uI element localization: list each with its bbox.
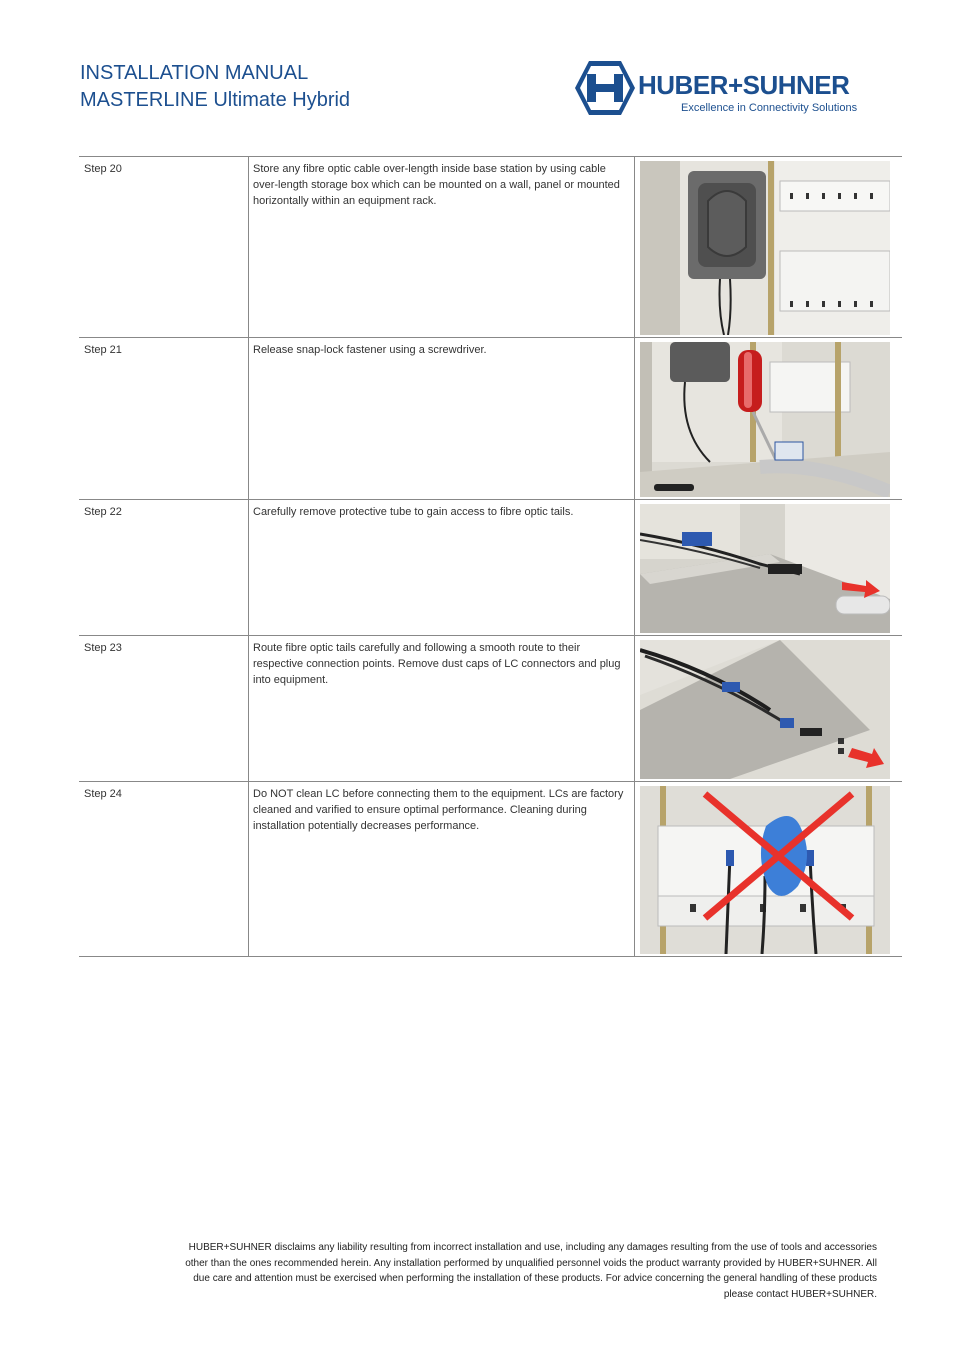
- step-description: Carefully remove protective tube to gain access to fibre optic tails.: [249, 500, 635, 636]
- title-line-1: INSTALLATION MANUAL: [80, 62, 309, 84]
- table-row: [79, 338, 902, 500]
- step-label: Step 23: [79, 636, 249, 782]
- logo-tagline: Excellence in Connectivity Solutions: [681, 102, 858, 114]
- table-row: [79, 636, 902, 782]
- table-row: [79, 782, 902, 957]
- document-title: [80, 60, 350, 114]
- fibre-tails-illustration: [640, 640, 890, 779]
- installation-steps-table: [79, 156, 902, 957]
- title-line-2: MASTERLINE Ultimate Hybrid: [80, 89, 351, 111]
- logo-brand-text: HUBER+SUHNER: [638, 70, 850, 100]
- protective-tube-illustration: [640, 504, 890, 633]
- step-label: Step 24: [79, 782, 249, 957]
- step-label: Step 22: [79, 500, 249, 636]
- step-label: Step 20: [79, 157, 249, 338]
- step-description: Do NOT clean LC before connecting them to the equipment. LCs are factory cleaned and varified to ensure optimal performance. Cleaning during installation potentially decreases performance.: [249, 782, 635, 957]
- table-row: [79, 500, 902, 636]
- legal-disclaimer: HUBER+SUHNER disclaims any liability resulting from incorrect installation and use, including any damages resulting from the use of tools and accessories other than the ones recommended herein. Any installation performed by unqualified personnel voids the product warranty provided by HUBER+SUHNER. All due care and attention must be exercised when performing the installation of these products. For advice concerning the general handling of these products please contact HUBER+SUHNER.: [185, 1242, 877, 1300]
- step-description: Release snap-lock fastener using a screwdriver.: [249, 338, 635, 500]
- logo-emblem-icon: [574, 60, 636, 116]
- step-description: Store any fibre optic cable over-length inside base station by using cable over-length storage box which can be mounted on a wall, panel or mounted horizontally within an equipment rack.: [249, 157, 635, 338]
- storage-box-illustration: [640, 161, 890, 335]
- screwdriver-illustration: [640, 342, 890, 497]
- table-row: [79, 157, 902, 338]
- company-logo: [574, 58, 874, 120]
- step-label: Step 21: [79, 338, 249, 500]
- do-not-clean-illustration: [640, 786, 890, 954]
- step-description: Route fibre optic tails carefully and following a smooth route to their respective connection points. Remove dust caps of LC connectors and plug into equipment.: [249, 636, 635, 782]
